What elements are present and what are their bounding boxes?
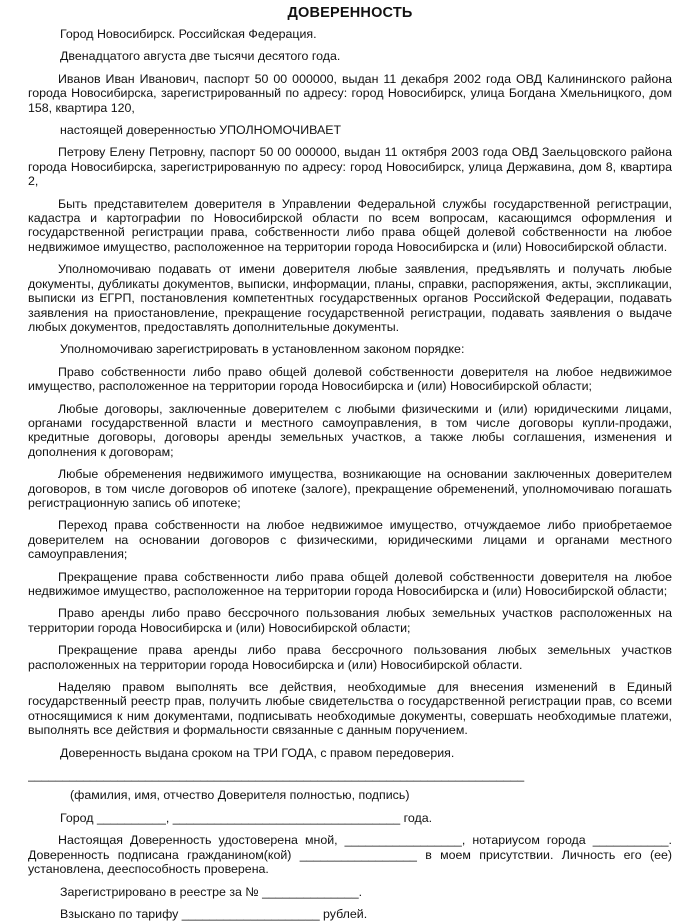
principal-paragraph: Иванов Иван Иванович, паспорт 50 00 000000, выдан 11 декабря 2002 года ОВД Калининского района города Новосибирска, зарегистрированный по адресу: город Новосибирск, улица Богдана Хмельницкого, дом 158, квартира 120, bbox=[28, 71, 672, 115]
register-item: Право собственности либо право общей долевой собственности доверителя на любое недвижимое имущество, расположенное на территории города Новосибирска и (или) Новосибирской области; bbox=[28, 364, 672, 394]
document-title: ДОВЕРЕННОСТЬ bbox=[287, 5, 413, 21]
register-item: Прекращение права аренды либо права бессрочного пользования любых земельных участков расположенных на территории города Новосибирска и (или) Новосибирской области. bbox=[28, 643, 672, 672]
submit-authorization-paragraph: Уполномочиваю подавать от имени доверителя любые заявления, предъявлять и получать любые документы, дубликаты документов, выписки, информации, планы, справки, распоряжения, акты, экспликации, выписки из ЕГРП, постановления компетентных государственных органов Российской Федерации, подавать заявления на приостановление, прекращение государственной регистрации, подавать заявления о выдаче любых документов, предоставлять дополнительные документы. bbox=[28, 262, 672, 334]
date-line: Двенадцатого августа две тысячи десятого года. bbox=[60, 49, 341, 64]
signature-caption: (фамилия, имя, отчество Доверителя полностью, подпись) bbox=[70, 788, 410, 803]
tariff-line: Взыскано по тарифу ____________________ рублей. bbox=[60, 906, 368, 921]
authorize-line: настоящей доверенностью УПОЛНОМОЧИВАЕТ bbox=[60, 123, 342, 138]
register-item: Любые договоры, заключенные доверителем с любыми физическими и (или) юридическими лицами, органами государственной власти и местного самоуправления, в том числе договоры купли-продажи, кредитные договоры, договоры аренды земельных участков, а также любы соглашения, изменения и дополнения к договорам; bbox=[28, 401, 672, 459]
representation-paragraph: Быть представителем доверителя в Управлении Федеральной службы государственной регистрации, кадастра и картографии по Новосибирской области по всем вопросам, касающимся оформления и государственной регистрации права, собственности либо права общей долевой собственности на любое недвижимое имущество, расположенное на территории города Новосибирска и (или) Новосибирской области. bbox=[28, 196, 672, 254]
powers-paragraph: Наделяю правом выполнять все действия, необходимые для внесения изменений в Единый государственный реестр прав, получить любые свидетельства о государственной регистрации прав, со всеми относящимися к ним документами, подписывать необходимые документы, совершать необходимые платежи, выполнять все действия и формальности связанные с данным поручением. bbox=[28, 680, 672, 738]
register-item: Любые обременения недвижимого имущества, возникающие на основании заключенных доверителем договоров, в том числе договоров об ипотеке (залоге), прекращение обременений, уполномочиваю погашать регистрационную запись об ипотеке; bbox=[28, 467, 672, 510]
city-date-fill-line: Город __________, _________________________________ года. bbox=[60, 810, 433, 825]
notary-paragraph: Настоящая Доверенность удостоверена мной, _________________, нотариусом города ___________. Доверенность подписана гражданином(кой) _________________ в моем присутствии. Личность его (ее) установлена, дееспособность проверена. bbox=[28, 833, 672, 877]
register-intro: Уполномочиваю зарегистрировать в установленном законом порядке: bbox=[60, 342, 465, 357]
agent-paragraph: Петрову Елену Петровну, паспорт 50 00 000000, выдан 11 октября 2003 года ОВД Заельцовского района города Новосибирска, зарегистрированную по адресу: город Новосибирск, улица Державина, дом 8, квартира 2, bbox=[28, 145, 672, 189]
register-items-list bbox=[28, 365, 672, 672]
register-item: Переход права собственности на любое недвижимое имущество, отчуждаемое либо приобретаемое доверителем на основании договоров с физическими, юридическими лицами и органами местного самоуправления; bbox=[28, 518, 672, 562]
registry-line: Зарегистрировано в реестре за № ______________. bbox=[60, 884, 363, 899]
signature-blank-line: ________________________________________________________________________ bbox=[28, 768, 525, 783]
register-item: Прекращение права собственности либо права общей долевой собственности доверителя на любое недвижимое имущество, расположенное на территории города Новосибирска и (или) Новосибирской области; bbox=[28, 569, 672, 598]
register-item: Право аренды либо право бессрочного пользования любых земельных участков расположенных на территории города Новосибирска и (или) Новосибирской области; bbox=[28, 606, 672, 635]
city-line: Город Новосибирск. Российская Федерация. bbox=[60, 27, 317, 41]
term-line: Доверенность выдана сроком на ТРИ ГОДА, с правом передоверия. bbox=[60, 745, 455, 760]
